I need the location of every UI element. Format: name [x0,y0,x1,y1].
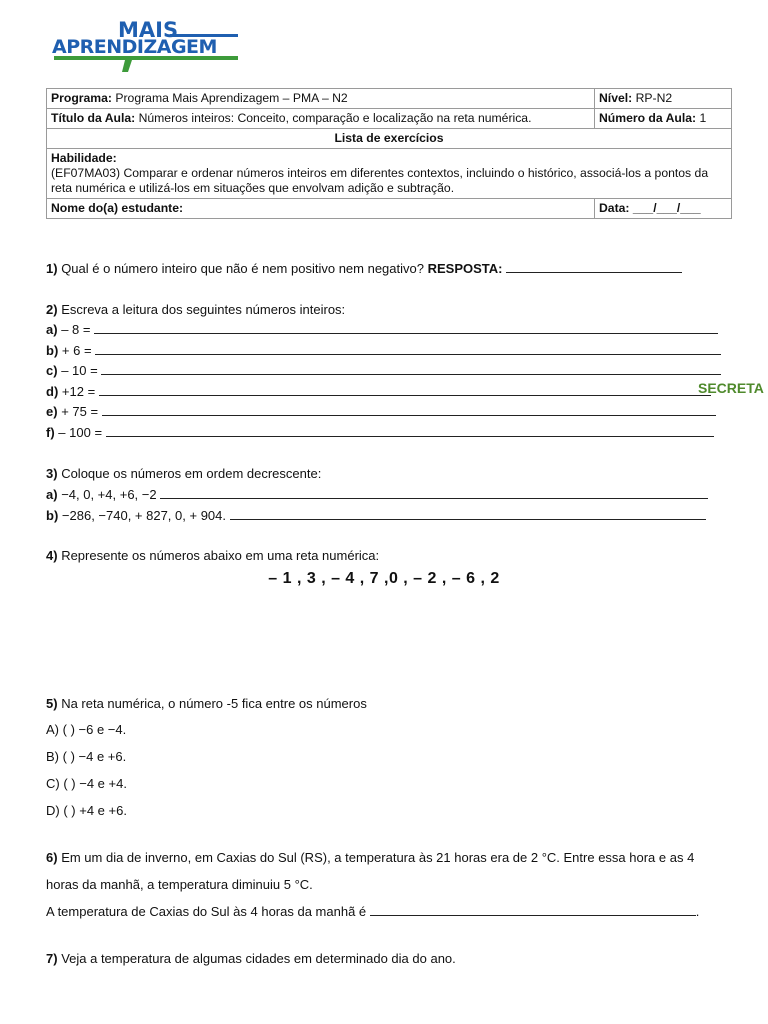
nome-estudante-field[interactable]: Nome do(a) estudante: [47,199,595,219]
logo-text-mais: MAIS [118,18,179,42]
q6-line-3-row [46,903,699,920]
habilidade-cell [47,149,732,199]
q6-line-1: Em um dia de inverno, em Caxias do Sul (RS), a temperatura às 21 horas era de 2 °C. Entre essa hora e as 4 [61,850,695,865]
q5-option-d[interactable] [46,802,127,819]
q2-item-letter: e) [46,404,58,419]
q5-number: 5) [46,696,58,711]
q2-item-letter: a) [46,322,58,337]
q2-answer-line[interactable] [94,322,718,334]
q2-answer-line[interactable] [102,404,716,416]
q5-option-letter: C) [46,776,60,791]
q5-option-value: ( ) +4 e +6. [63,803,127,818]
numero-label: Número da Aula: [599,111,697,125]
q2-answer-line[interactable] [106,425,714,437]
q2-item-d [46,383,711,400]
programa-label: Programa: [51,91,112,105]
q2-answer-line[interactable] [99,384,711,396]
question-4 [46,547,379,564]
q5-option-value: ( ) −4 e +6. [62,749,127,764]
nivel-value: RP-N2 [635,91,673,105]
q2-answer-line[interactable] [101,363,721,375]
q3-item-b [46,507,706,524]
q6-line-2: horas da manhã, a temperatura diminuiu 5 °C. [46,877,313,892]
q2-item-b [46,342,721,359]
q3-item-value: −286, −740, + 827, 0, + 904. [61,508,226,523]
q2-text: Escreva a leitura dos seguintes números inteiros: [61,302,346,317]
numero-cell [595,109,732,129]
programa-value: Programa Mais Aprendizagem – PMA – N2 [115,91,348,105]
question-1 [46,260,682,277]
q5-option-value: ( ) −6 e −4. [62,722,127,737]
habilidade-label: Habilidade: [51,151,117,165]
titulo-label: Título da Aula: [51,111,136,125]
data-field[interactable]: Data: ___/___/___ [595,199,732,219]
q3-number: 3) [46,466,58,481]
q6-line-2-row [46,876,313,893]
q5-option-c[interactable] [46,775,127,792]
q2-number: 2) [46,302,58,317]
q2-item-value: + 75 = [61,404,99,419]
q7-number: 7) [46,951,58,966]
q2-item-value: – 10 = [61,363,98,378]
habilidade-text: (EF07MA03) Comparar e ordenar números inteiros em diferentes contextos, incluindo o histórico, associá-los a pontos da reta numérica e utilizá-los em situações que envolvam adição e subtração. [51,166,709,195]
question-2 [46,301,345,318]
q2-item-letter: f) [46,425,55,440]
q7-text: Veja a temperatura de algumas cidades em determinado dia do ano. [61,951,456,966]
q6-answer-line[interactable] [370,904,696,916]
q3-item-letter: a) [46,487,58,502]
numero-value: 1 [699,111,707,125]
q5-option-a[interactable] [46,721,126,738]
q1-number: 1) [46,261,58,276]
q3-text: Coloque os números em ordem decrescente: [61,466,322,481]
q1-text: Qual é o número inteiro que não é nem positivo nem negativo? [61,261,424,276]
question-6 [46,849,694,866]
q6-period: . [695,904,700,919]
q2-item-a [46,321,718,338]
lista-title: Lista de exercícios [47,129,732,149]
q5-option-letter: B) [46,749,59,764]
nivel-label: Nível: [599,91,633,105]
q1-resposta-label: RESPOSTA: [427,261,503,276]
q5-option-letter: A) [46,722,59,737]
q5-option-b[interactable] [46,748,126,765]
q2-item-e [46,403,716,420]
q2-answer-line[interactable] [95,343,721,355]
q3-item-value: −4, 0, +4, +6, −2 [61,487,157,502]
question-5 [46,695,367,712]
logo-text-aprendizagem: APRENDIZAGEM [52,36,217,58]
titulo-value: Números inteiros: Conceito, comparação e localização na reta numérica. [138,111,532,125]
q6-line-3: A temperatura de Caxias do Sul às 4 horas da manhã é [46,904,367,919]
mais-aprendizagem-logo [52,16,242,78]
q5-option-value: ( ) −4 e +4. [63,776,127,791]
header-table [46,88,732,219]
q5-option-letter: D) [46,803,60,818]
titulo-cell [47,109,595,129]
q2-item-f [46,424,714,441]
q2-item-letter: b) [46,343,59,358]
q2-item-value: – 8 = [61,322,91,337]
programa-cell [47,89,595,109]
q1-answer-line[interactable] [506,261,682,273]
side-text: SECRETA [698,380,764,396]
q5-text: Na reta numérica, o número -5 fica entre os números [61,696,367,711]
q2-item-c [46,362,721,379]
q3-answer-line[interactable] [230,508,706,520]
q3-item-a [46,486,708,503]
question-3 [46,465,321,482]
question-7 [46,950,456,967]
q2-item-value: + 6 = [61,343,92,358]
q3-answer-line[interactable] [160,487,708,499]
q4-text: Represente os números abaixo em uma reta numérica: [61,548,380,563]
q6-number: 6) [46,850,58,865]
q4-number: 4) [46,548,58,563]
q2-item-letter: d) [46,384,59,399]
q2-item-value: – 100 = [58,425,103,440]
nivel-cell [595,89,732,109]
q4-numbers: – 1 , 3 , – 4 , 7 ,0 , – 2 , – 6 , 2 [268,570,500,587]
q2-item-letter: c) [46,363,58,378]
q3-item-letter: b) [46,508,59,523]
q2-item-value: +12 = [61,384,96,399]
